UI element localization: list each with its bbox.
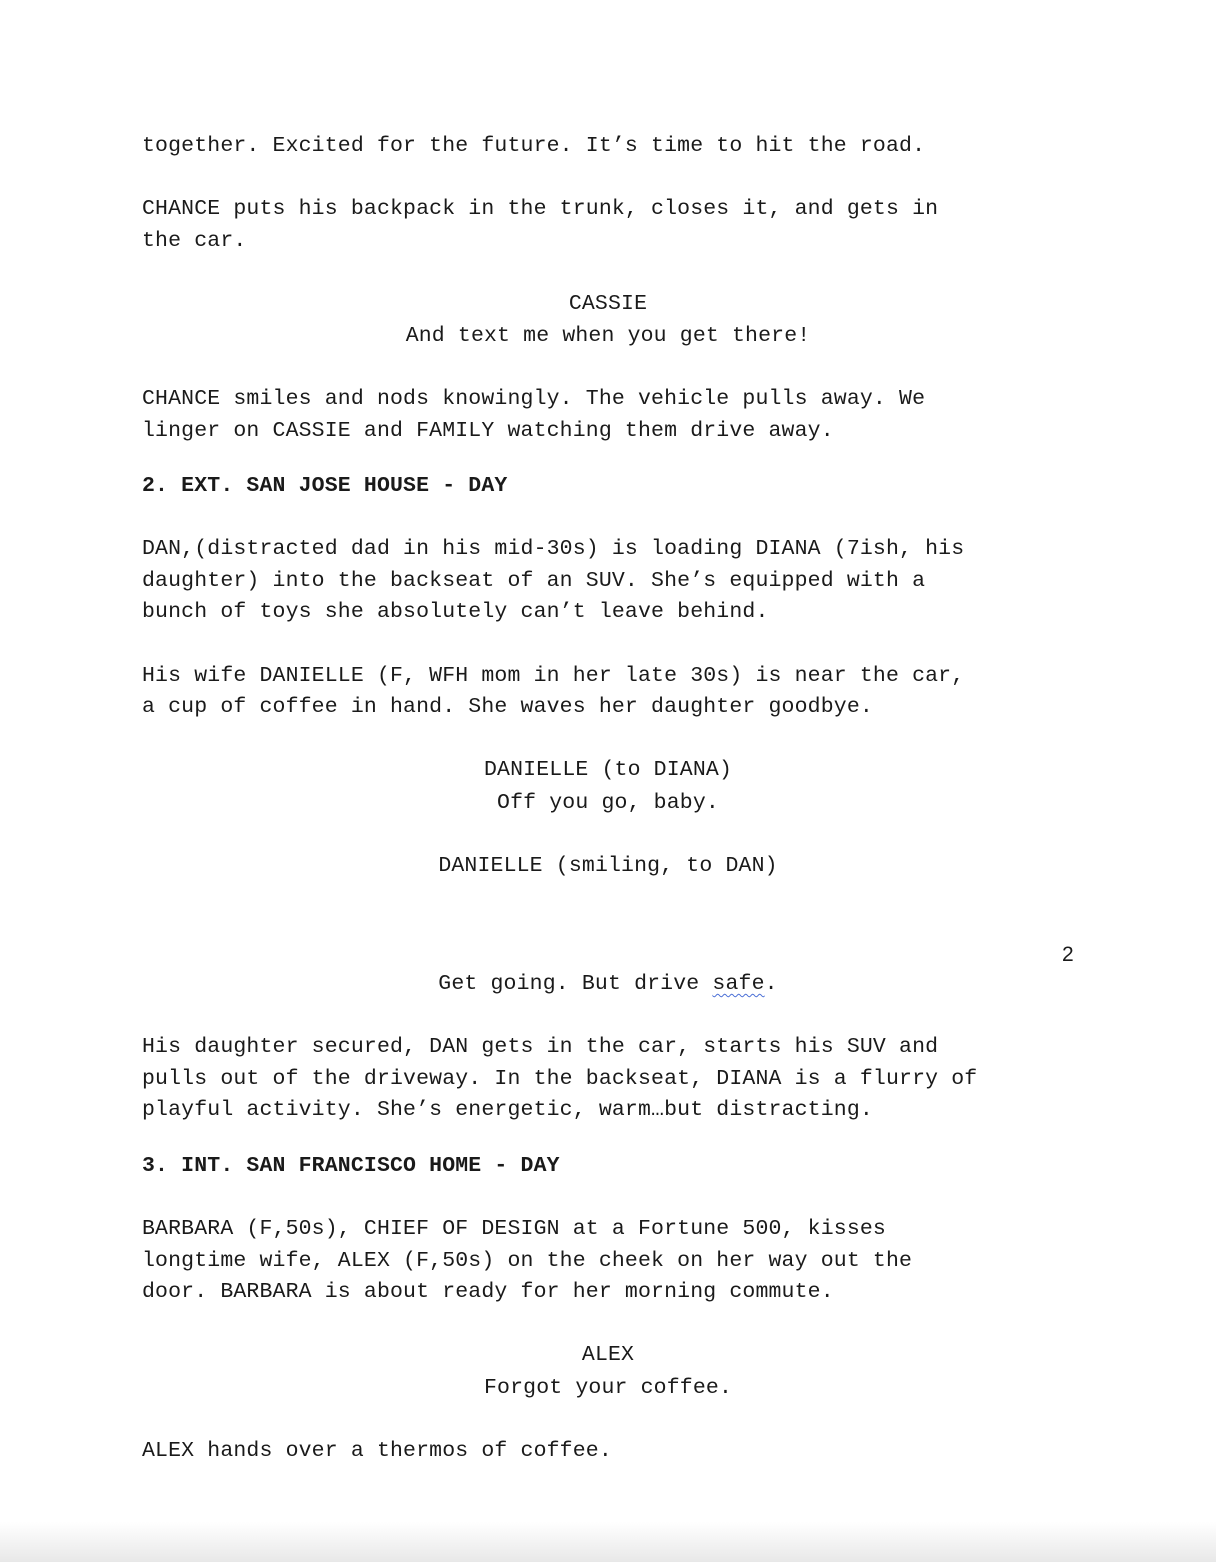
scene-heading: 3. INT. SAN FRANCISCO HOME - DAY [142, 1154, 560, 1178]
action-line: the car. [142, 229, 247, 253]
page-number: 2 [1062, 943, 1074, 966]
dialogue-line: And text me when you get there! [405, 324, 811, 348]
action-line: together. Excited for the future. It’s time to hit the road. [142, 134, 926, 158]
dialogue-text: Get going. But drive [438, 972, 713, 996]
action-line: His wife DANIELLE (F, WFH mom in her late 30s) is near the car, [142, 664, 965, 688]
action-line: longtime wife, ALEX (F,50s) on the cheek on her way out the [142, 1249, 913, 1273]
action-line: His daughter secured, DAN gets in the car, starts his SUV and [142, 1035, 939, 1059]
action-line: linger on CASSIE and FAMILY watching them drive away. [142, 419, 834, 443]
character-name: ALEX [581, 1343, 635, 1367]
dialogue-text: . [764, 972, 778, 996]
page-bottom-shadow [0, 1522, 1216, 1562]
character-name: CASSIE [568, 292, 648, 316]
scene-heading: 2. EXT. SAN JOSE HOUSE - DAY [142, 474, 508, 498]
action-line: CHANCE smiles and nods knowingly. The vehicle pulls away. We [142, 387, 926, 411]
dialogue-line: Off you go, baby. [497, 791, 719, 815]
action-line: a cup of coffee in hand. She waves her daughter goodbye. [142, 695, 873, 719]
character-name: DANIELLE (smiling, to DAN) [438, 854, 778, 878]
action-line: ALEX hands over a thermos of coffee. [142, 1439, 612, 1463]
action-line: pulls out of the driveway. In the backseat, DIANA is a flurry of [142, 1067, 978, 1091]
action-line: BARBARA (F,50s), CHIEF OF DESIGN at a Fortune 500, kisses [142, 1217, 886, 1241]
action-line: playful activity. She’s energetic, warm…but distracting. [142, 1098, 873, 1122]
action-line: bunch of toys she absolutely can’t leave behind. [142, 600, 769, 624]
character-name: DANIELLE (to DIANA) [484, 758, 732, 782]
action-line: daughter) into the backseat of an SUV. She’s equipped with a [142, 569, 926, 593]
action-line: CHANCE puts his backpack in the trunk, closes it, and gets in [142, 197, 939, 221]
spellcheck-word[interactable]: safe [712, 972, 765, 996]
action-line: DAN,(distracted dad in his mid-30s) is loading DIANA (7ish, his [142, 537, 965, 561]
action-line: door. BARBARA is about ready for her morning commute. [142, 1280, 834, 1304]
dialogue-line [0, 969, 1216, 1001]
dialogue-line: Forgot your coffee. [484, 1376, 732, 1400]
